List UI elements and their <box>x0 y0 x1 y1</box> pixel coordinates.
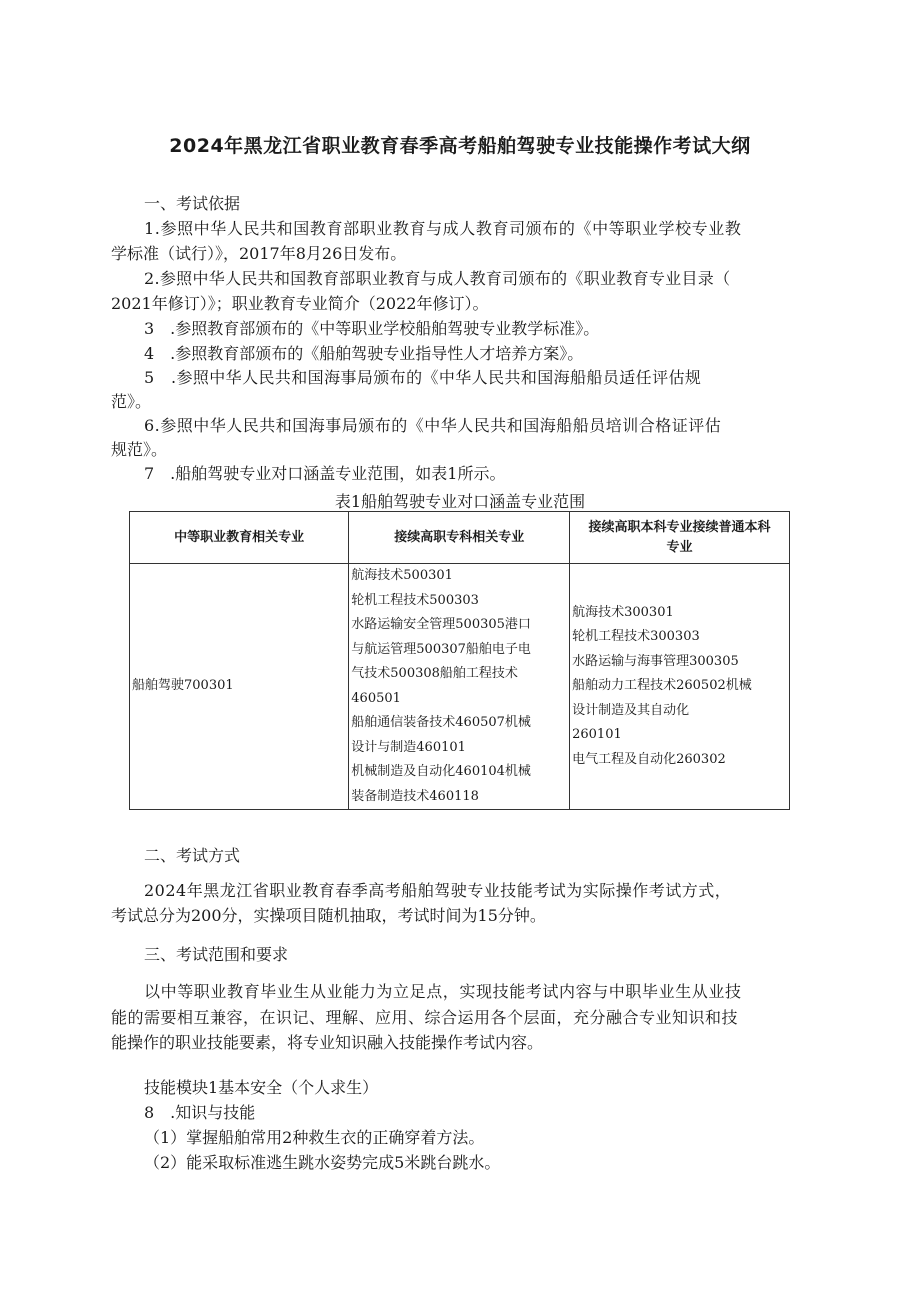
header-higher-vocational: 接续高职专科相关专业 <box>349 512 570 564</box>
cell-line: 电气工程及自动化260302 <box>572 751 726 767</box>
cell-line: 水路运输安全管理500305港口 <box>351 617 531 632</box>
cell-line: 船舶通信装备技术460507机械 <box>351 715 531 730</box>
cell-line: 设计与制造460101 <box>351 739 466 755</box>
sec2-para-line1: 2024年黑龙江省职业教育春季高考船舶驾驶专业技能考试为实际操作考试方式， <box>144 881 732 900</box>
section1-heading: 一、考试依据 <box>144 194 241 213</box>
module1-item1: （1）掌握船舶常用2种救生衣的正确穿着方法。 <box>144 1128 485 1147</box>
cell-line: 460501 <box>351 690 401 706</box>
table-row <box>130 564 790 810</box>
cell-line: 与航运管理500307船舶电子电 <box>351 641 531 657</box>
section3-heading: 三、考试范围和要求 <box>144 945 289 964</box>
section2-heading: 二、考试方式 <box>144 846 241 865</box>
cell-undergraduate-majors <box>570 564 790 810</box>
header-undergraduate <box>570 512 790 564</box>
table-header-row <box>130 512 790 564</box>
cell-line: 航海技术500301 <box>351 568 453 583</box>
cell-line: 设计制造及其自动化 <box>572 702 690 718</box>
sec3-para-line1: 以中等职业教育毕业生从业能力为立足点，实现技能考试内容与中职毕业生从业技 <box>144 982 742 1001</box>
sec1-item4: 4 .参照教育部颁布的《船舶驾驶专业指导性人才培养方案》。 <box>144 344 584 363</box>
sec1-item5-line1: 5 .参照中华人民共和国海事局颁布的《中华人民共和国海船船员适任评估规 <box>144 368 702 387</box>
sec1-item2-line2: 2021年修订）》；职业教育专业简介（2022年修订）。 <box>111 294 489 313</box>
sec1-item5-line2: 范》。 <box>111 392 152 411</box>
sec1-item7: 7 .船舶驾驶专业对口涵盖专业范围，如表1所示。 <box>144 464 506 483</box>
module1-heading: 技能模块1基本安全（个人求生） <box>144 1078 379 1097</box>
cell-higher-vocational-majors <box>349 564 570 810</box>
sec3-para-line3: 能操作的职业技能要素，将专业知识融入技能操作考试内容。 <box>111 1033 544 1052</box>
header-undergraduate-line2: 专业 <box>666 539 693 555</box>
module1-item2: （2）能采取标准逃生跳水姿势完成5米跳台跳水。 <box>144 1153 501 1172</box>
header-undergraduate-line1: 接续高职本科专业接续普通本科 <box>588 519 771 535</box>
cell-line: 船舶动力工程技术260502机械 <box>572 678 752 694</box>
table-caption: 表1船舶驾驶专业对口涵盖专业范围 <box>334 492 586 511</box>
cell-line: 航海技术300301 <box>572 604 674 620</box>
header-secondary-vocational: 中等职业教育相关专业 <box>130 512 349 564</box>
sec1-item1-line1: 1.参照中华人民共和国教育部职业教育与成人教育司颁布的《中等职业学校专业教 <box>144 219 742 238</box>
cell-line: 气技术500308船舶工程技术 <box>351 666 518 681</box>
sec1-item3: 3 .参照教育部颁布的《中等职业学校船舶驾驶专业教学标准》。 <box>144 319 600 338</box>
major-scope-table <box>129 511 790 810</box>
cell-line: 装备制造技术460118 <box>351 788 479 804</box>
sec1-item2-line1: 2.参照中华人民共和国教育部职业教育与成人教育司颁布的《职业教育专业目录（ <box>144 269 731 288</box>
cell-secondary-major: 船舶驾驶700301 <box>130 564 349 810</box>
sec1-item6-line1: 6.参照中华人民共和国海事局颁布的《中华人民共和国海船船员培训合格证评估 <box>144 416 722 435</box>
document-title: 2024年黑龙江省职业教育春季高考船舶驾驶专业技能操作考试大纲 <box>169 135 751 157</box>
cell-line: 轮机工程技术300303 <box>572 629 700 645</box>
cell-line: 260101 <box>572 727 622 743</box>
cell-line: 水路运输与海事管理300305 <box>572 653 739 669</box>
cell-line: 轮机工程技术500303 <box>351 592 479 608</box>
sec3-para-line2: 能的需要相互兼容，在识记、理解、应用、综合运用各个层面，充分融合专业知识和技 <box>111 1008 739 1027</box>
sec1-item1-line2: 学标准（试行）》，2017年8月26日发布。 <box>111 244 407 263</box>
module1-subheading: 8 .知识与技能 <box>144 1103 256 1122</box>
cell-line: 机械制造及自动化460104机械 <box>351 764 531 779</box>
sec1-item6-line2: 规范》。 <box>111 440 168 459</box>
sec2-para-line2: 考试总分为200分，实操项目随机抽取，考试时间为15分钟。 <box>111 906 546 925</box>
